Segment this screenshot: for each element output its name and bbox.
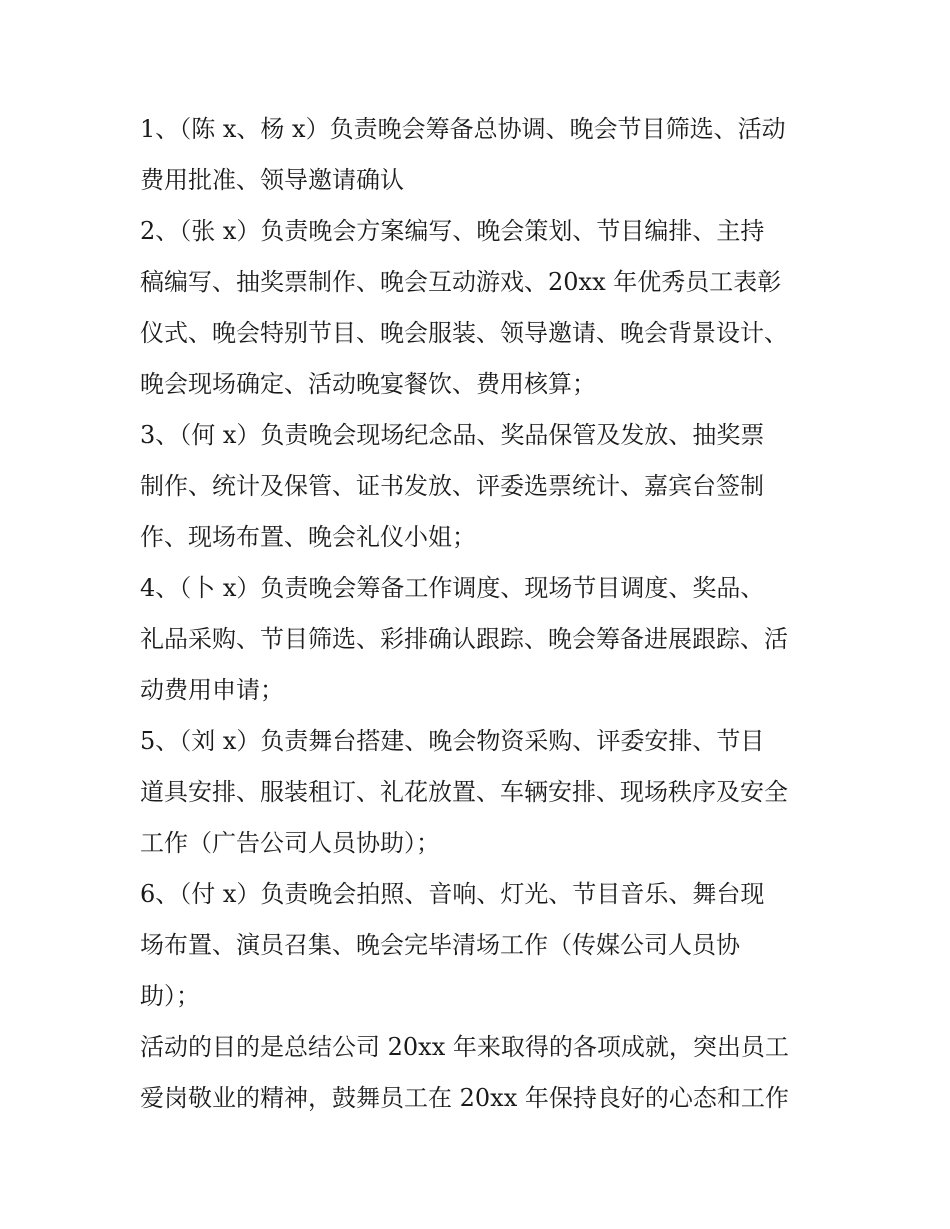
text-line: 3、（何 x）负责晚会现场纪念品、奖品保管及发放、抽奖票 <box>140 421 765 449</box>
text-line: 5、（刘 x）负责舞台搭建、晚会物资采购、评委安排、节目 <box>140 727 765 755</box>
text-line: 费用批准、领导邀请确认 <box>140 166 404 194</box>
text-line: 仪式、晚会特别节目、晚会服装、领导邀请、晚会背景设计、 <box>140 319 788 347</box>
text-line: 1、（陈 x、杨 x）负责晚会筹备总协调、晚会节目筛选、活动 <box>140 115 786 143</box>
text-line: 制作、统计及保管、证书发放、评委选票统计、嘉宾台签制 <box>140 472 764 500</box>
text-line: 礼品采购、节目筛选、彩排确认跟踪、晚会筹备进展跟踪、活 <box>140 625 788 653</box>
text-line: 4、（卜 x）负责晚会筹备工作调度、现场节目调度、奖品、 <box>140 574 765 602</box>
text-line: 爱岗敬业的精神，鼓舞员工在 20xx 年保持良好的心态和工作 <box>140 1084 789 1112</box>
text-line: 动费用申请； <box>140 676 284 704</box>
text-line: 6、（付 x）负责晚会拍照、音响、灯光、节目音乐、舞台现 <box>140 880 765 908</box>
text-line: 道具安排、服装租订、礼花放置、车辆安排、现场秩序及安全 <box>140 778 788 806</box>
text-line: 稿编写、抽奖票制作、晚会互动游戏、20xx 年优秀员工表彰 <box>140 268 782 296</box>
text-line: 2、（张 x）负责晚会方案编写、晚会策划、节目编排、主持 <box>140 217 765 245</box>
text-line: 助）； <box>140 982 200 1010</box>
text-line: 作、现场布置、晚会礼仪小姐； <box>140 523 476 551</box>
text-line: 活动的目的是总结公司 20xx 年来取得的各项成就，突出员工 <box>140 1033 789 1061</box>
text-line: 晚会现场确定、活动晚宴餐饮、费用核算； <box>140 370 596 398</box>
text-line: 工作（广告公司人员协助）； <box>140 829 440 857</box>
document-body <box>140 104 820 1124</box>
text-line: 场布置、演员召集、晚会完毕清场工作（传媒公司人员协 <box>140 931 740 959</box>
